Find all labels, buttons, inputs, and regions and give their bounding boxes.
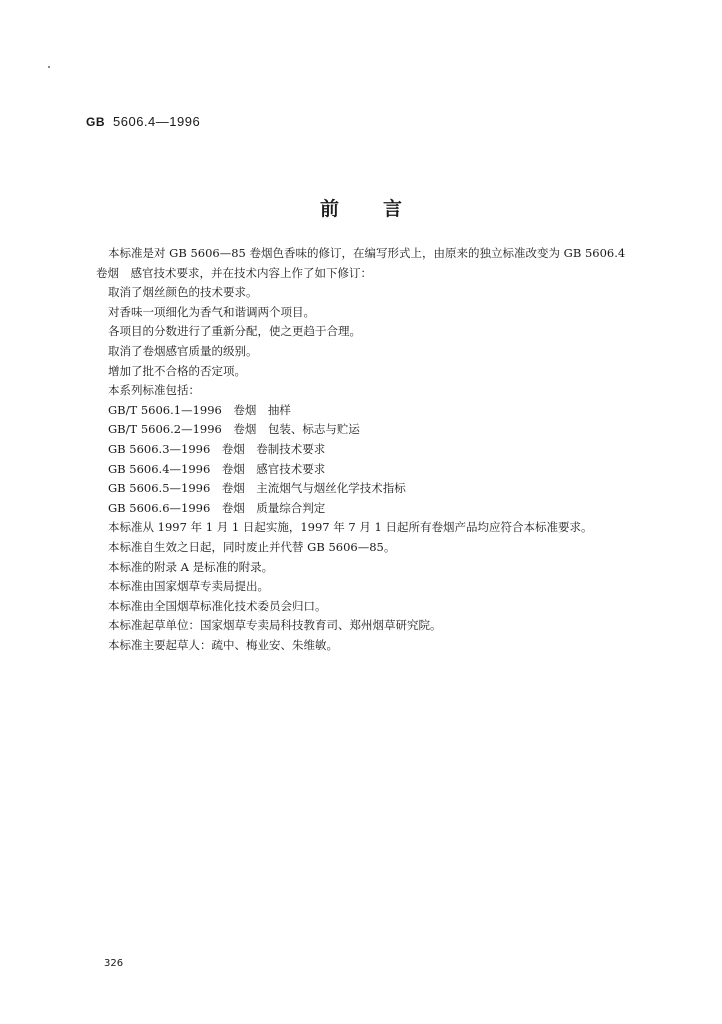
series-standard-2: GB/T 5606.2—1996 卷烟 包装、标志与贮运 xyxy=(108,422,360,437)
revision-item-5: 增加了批不合格的否定项。 xyxy=(108,363,246,378)
scan-speck xyxy=(48,66,50,68)
intro-line-2: 卷烟 感官技术要求，并在技术内容上作了如下修订： xyxy=(96,265,372,280)
series-standard-6: GB 5606.6—1996 卷烟 质量综合判定 xyxy=(108,500,326,515)
standard-code xyxy=(86,114,200,129)
series-standard-4: GB 5606.4—1996 卷烟 感官技术要求 xyxy=(108,461,326,476)
revision-item-4: 取消了卷烟感官质量的级别。 xyxy=(108,343,258,358)
drafting-units-statement: 本标准起草单位：国家烟草专卖局科技教育司、郑州烟草研究院。 xyxy=(108,618,442,633)
centralizer-statement: 本标准由全国烟草标准化技术委员会归口。 xyxy=(108,598,327,613)
revision-item-1: 取消了烟丝颜色的技术要求。 xyxy=(108,285,258,300)
page-title: 前言 xyxy=(319,198,446,220)
appendix-statement: 本标准的附录 A 是标准的附录。 xyxy=(108,559,274,574)
intro-line-1: 本标准是对 GB 5606—85 卷烟色香味的修订，在编写形式上，由原来的独立标准改变为 GB 5606.4 xyxy=(108,246,626,260)
standard-number: 5606.4—1996 xyxy=(113,114,201,129)
series-intro: 本系列标准包括： xyxy=(108,383,200,398)
series-standard-5: GB 5606.5—1996 卷烟 主流烟气与烟丝化学技术指标 xyxy=(108,481,406,496)
revision-item-3: 各项目的分数进行了重新分配，使之更趋于合理。 xyxy=(108,324,361,339)
effective-date-statement: 本标准从 1997 年 1 月 1 日起实施，1997 年 7 月 1 日起所有卷烟产品均应符合本标准要求。 xyxy=(108,520,593,535)
foreword-body xyxy=(96,244,658,655)
proposer-statement: 本标准由国家烟草专卖局提出。 xyxy=(108,579,269,594)
revision-item-2: 对香味一项细化为香气和谐调两个项目。 xyxy=(108,304,315,319)
series-standard-1: GB/T 5606.1—1996 卷烟 抽样 xyxy=(108,402,291,417)
series-standard-3: GB 5606.3—1996 卷烟 卷制技术要求 xyxy=(108,441,326,456)
drafters-statement: 本标准主要起草人：疏中、梅业安、朱维敏。 xyxy=(108,637,338,652)
page-number: 326 xyxy=(104,958,124,969)
standard-prefix: GB xyxy=(86,115,105,129)
replacement-statement: 本标准自生效之日起，同时废止并代替 GB 5606—85。 xyxy=(108,539,396,554)
